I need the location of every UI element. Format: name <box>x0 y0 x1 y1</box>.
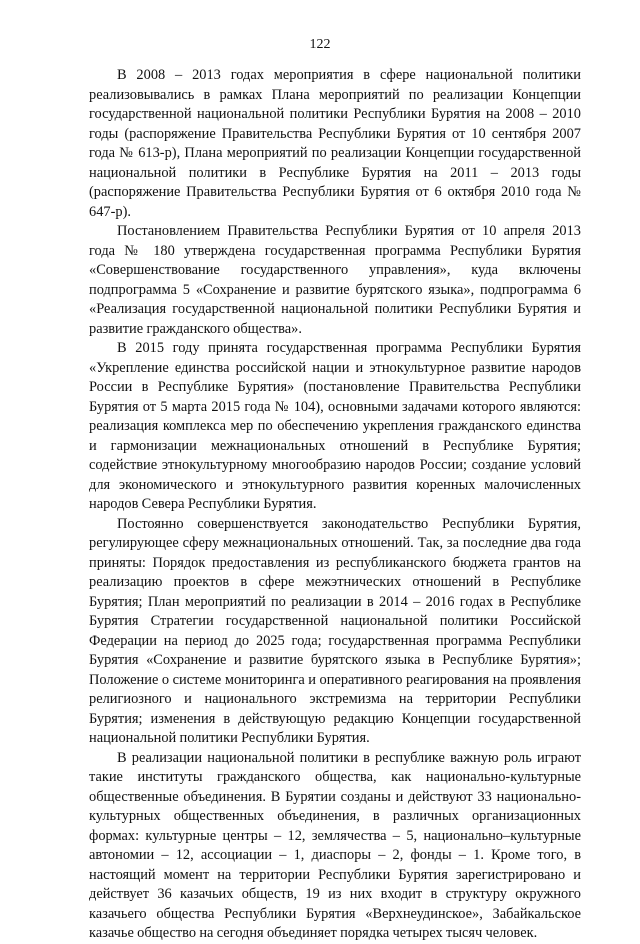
paragraph-3: В 2015 году принята государственная программа Республики Бурятия «Укрепление единства российской нации и этнокультурное развитие народов России в Республике Бурятия» (постановление Правительства Республики Бурятия от 5 марта 2015 года № 104), основными задачами которого являются: реализация комплекса мер по обеспечению укрепления гражданского единства и гармонизации межнациональных отношений в Республике Бурятия; содействие этнокультурному многообразию народов России; создание условий для экономического и этнокультурного развития коренных малочисленных народов Севера Республики Бурятия. <box>89 340 581 512</box>
page-number: 122 <box>309 37 331 52</box>
body-text <box>89 66 581 944</box>
paragraph-2: Постановлением Правительства Республики Бурятия от 10 апреля 2013 года № 180 утверждена государственная программа Республики Бурятия «Совершенствование государственного управления», куда включены подпрограмма 5 «Сохранение и развитие бурятского языка», подпрограмма 6 «Реализация государственной национальной политики Республики Бурятия и развитие гражданского общества». <box>89 223 581 337</box>
paragraph-1: В 2008 – 2013 годах мероприятия в сфере национальной политики реализовывались в рамках Плана мероприятий по реализации Концепции государственной национальной политики Республики Бурятия на 2008 – 2010 годы (распоряжение Правительства Республики Бурятия от 10 сентября 2007 года № 613-р), Плана мероприятий по реализации Концепции государственной национальной политики в Республике Бурятия на 2011 – 2013 годы (распоряжение Правительства Республики Бурятия от 6 октября 2010 года № 647-р). <box>89 67 581 220</box>
paragraph-5: В реализации национальной политики в республике важную роль играют такие институты гражданского общества, как национально-культурные общественные объединения. В Бурятии созданы и действуют 33 национально-культурных общественных объединения, в различных организационных формах: культурные центры – 12, землячества – 5, национально–культурные автономии – 12, ассоциации – 1, диаспоры – 2, фонды – 1. Кроме того, в настоящий момент на территории Республики Бурятия зарегистрировано и действует 36 казачьих обществ, 19 из них входит в структуру окружного казачьего общества Республики Бурятия «Верхнеудинское», Забайкальское казачье общество на сегодня объединяет порядка четырех тысяч человек. <box>89 749 581 941</box>
paragraph-4: Постоянно совершенствуется законодательство Республики Бурятия, регулирующее сферу межнациональных отношений. Так, за последние два года приняты: Порядок предоставления из республиканского бюджета грантов на реализацию проектов в сфере межэтнических отношений в Республике Бурятия; План мероприятий по реализации в 2014 – 2016 годах в Республике Бурятия Стратегии государственной национальной политики Российской Федерации на период до 2025 года; государственная программа Республики Бурятия «Сохранение и развитие бурятского языка в Республике Бурятия»; Положение о системе мониторинга и оперативного реагирования на проявления религиозного и национального экстремизма на территории Республики Бурятия; изменения в действующую редакцию Концепции государственной национальной политики Республики Бурятия. <box>89 515 581 746</box>
